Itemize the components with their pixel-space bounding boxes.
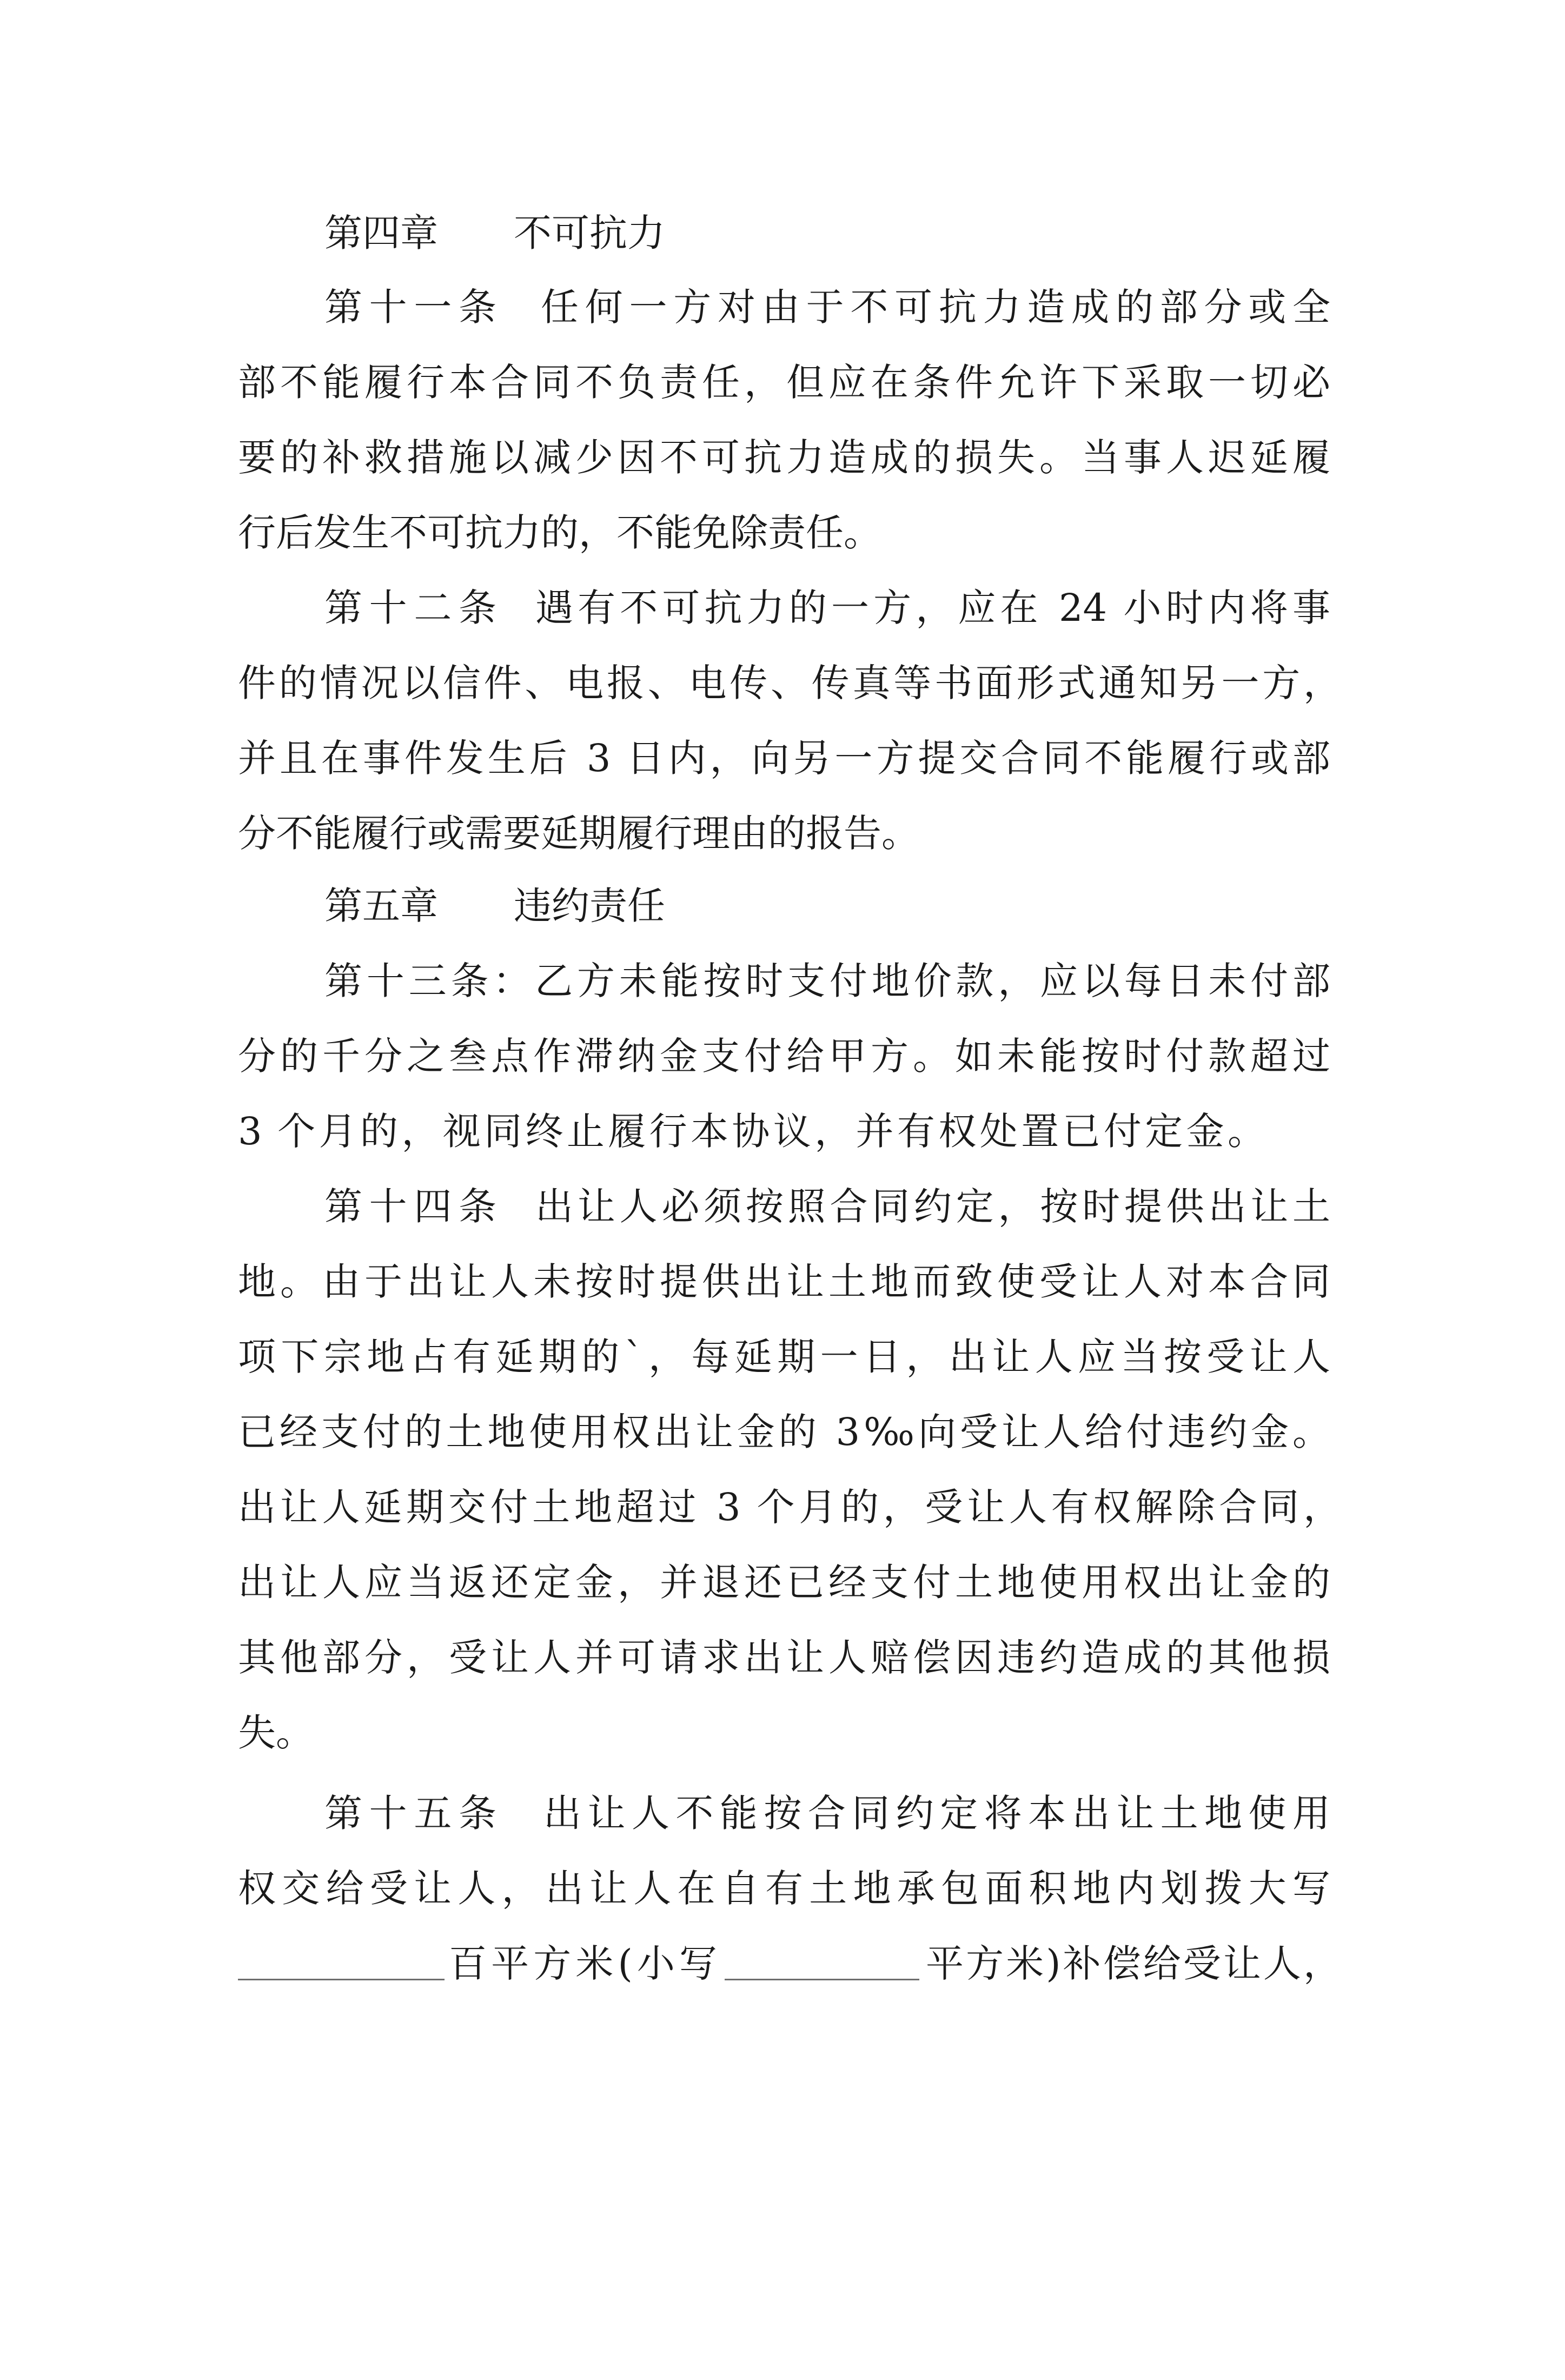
paragraph-text: 出让人应当返还定金，并退还已经支付土地使用权出让金的 — [238, 1560, 1330, 1605]
paragraph-text: 部不能履行本合同不负责任，但应在条件允许下采取一切必 — [238, 360, 1330, 405]
paragraph-line — [0, 1926, 1565, 2001]
paragraph-line — [0, 269, 1565, 345]
article-number: 第十二条 — [324, 586, 496, 630]
chapter-title: 不可抗力 — [514, 211, 665, 255]
paragraph-text: 遇有不可抗力的一方，应在 24 小时内将事 — [535, 586, 1330, 630]
article-number: 第十四条 — [324, 1184, 496, 1229]
paragraph-text: 失。 — [238, 1711, 314, 1755]
fill-in-blank — [725, 1979, 919, 1980]
paragraph-text: 分的千分之叁点作滞纳金支付给甲方。如未能按时付款超过 — [238, 1034, 1330, 1078]
paragraph-line — [0, 795, 1565, 871]
paragraph-text: 并且在事件发生后 3 日内，向另一方提交合同不能履行或部 — [238, 736, 1330, 780]
paragraph-text: 出让人延期交付土地超过 3 个月的，受让人有权解除合同， — [238, 1485, 1341, 1529]
paragraph-line — [0, 1695, 1565, 1771]
paragraph-text: 第十三条：乙方未能按时支付地价款，应以每日未付部 — [324, 959, 1330, 1003]
paragraph-line — [0, 1620, 1565, 1695]
paragraph-text: 行后发生不可抗力的，不能免除责任。 — [238, 511, 881, 555]
article-number: 第十五条 — [324, 1791, 496, 1835]
paragraph-text: 其他部分，受让人并可请求出让人赔偿因违约造成的其他损 — [238, 1635, 1330, 1680]
paragraph-line — [0, 570, 1565, 646]
paragraph-line — [0, 1851, 1565, 1926]
paragraph-line — [0, 943, 1565, 1019]
paragraph-line — [0, 645, 1565, 721]
paragraph-text: 任何一方对由于不可抗力造成的部分或全 — [541, 285, 1330, 329]
article-number: 第十一条 — [324, 285, 496, 329]
paragraph-line — [0, 1394, 1565, 1470]
paragraph-text: 项下宗地占有延期的`，每延期一日，出让人应当按受让人 — [238, 1335, 1330, 1379]
paragraph-text: 出让人必须按照合同约定，按时提供出让土 — [535, 1184, 1330, 1229]
paragraph-line — [0, 1319, 1565, 1395]
chapter-title: 违约责任 — [514, 884, 665, 928]
paragraph-line — [0, 720, 1565, 796]
chapter-heading — [0, 868, 1565, 944]
paragraph-line — [0, 1018, 1565, 1094]
paragraph-line — [0, 1093, 1565, 1169]
paragraph-text: 已经支付的土地使用权出让金的 3‰向受让人给付违约金。 — [238, 1410, 1330, 1454]
paragraph-line — [0, 1469, 1565, 1545]
paragraph-text: 出让人不能按合同约定将本出让土地使用 — [543, 1791, 1330, 1835]
chapter-heading — [0, 195, 1565, 271]
chapter-number: 第四章 — [324, 211, 438, 255]
paragraph-text: 3 个月的，视同终止履行本协议，并有权处置已付定金。 — [238, 1109, 1265, 1153]
paragraph-line — [0, 1544, 1565, 1620]
fill-in-blank — [238, 1979, 445, 1980]
paragraph-line — [0, 420, 1565, 495]
paragraph-line — [0, 1775, 1565, 1851]
paragraph-text: 件的情况以信件、电报、电传、传真等书面形式通知另一方， — [238, 661, 1341, 705]
paragraph-text: 平方米)补偿给受让人， — [926, 1941, 1341, 1986]
paragraph-text: 分不能履行或需要延期履行理由的报告。 — [238, 811, 919, 856]
paragraph-line — [0, 1244, 1565, 1320]
paragraph-text: 百平方米(小写 — [449, 1941, 717, 1986]
paragraph-text: 地。由于出让人未按时提供出让土地而致使受让人对本合同 — [238, 1259, 1330, 1304]
paragraph-text: 要的补救措施以减少因不可抗力造成的损失。当事人迟延履 — [238, 435, 1330, 480]
paragraph-text: 权交给受让人，出让人在自有土地承包面积地内划拨大写 — [238, 1866, 1330, 1911]
paragraph-line — [0, 495, 1565, 571]
paragraph-line — [0, 344, 1565, 420]
paragraph-line — [0, 1169, 1565, 1244]
chapter-number: 第五章 — [324, 884, 438, 928]
